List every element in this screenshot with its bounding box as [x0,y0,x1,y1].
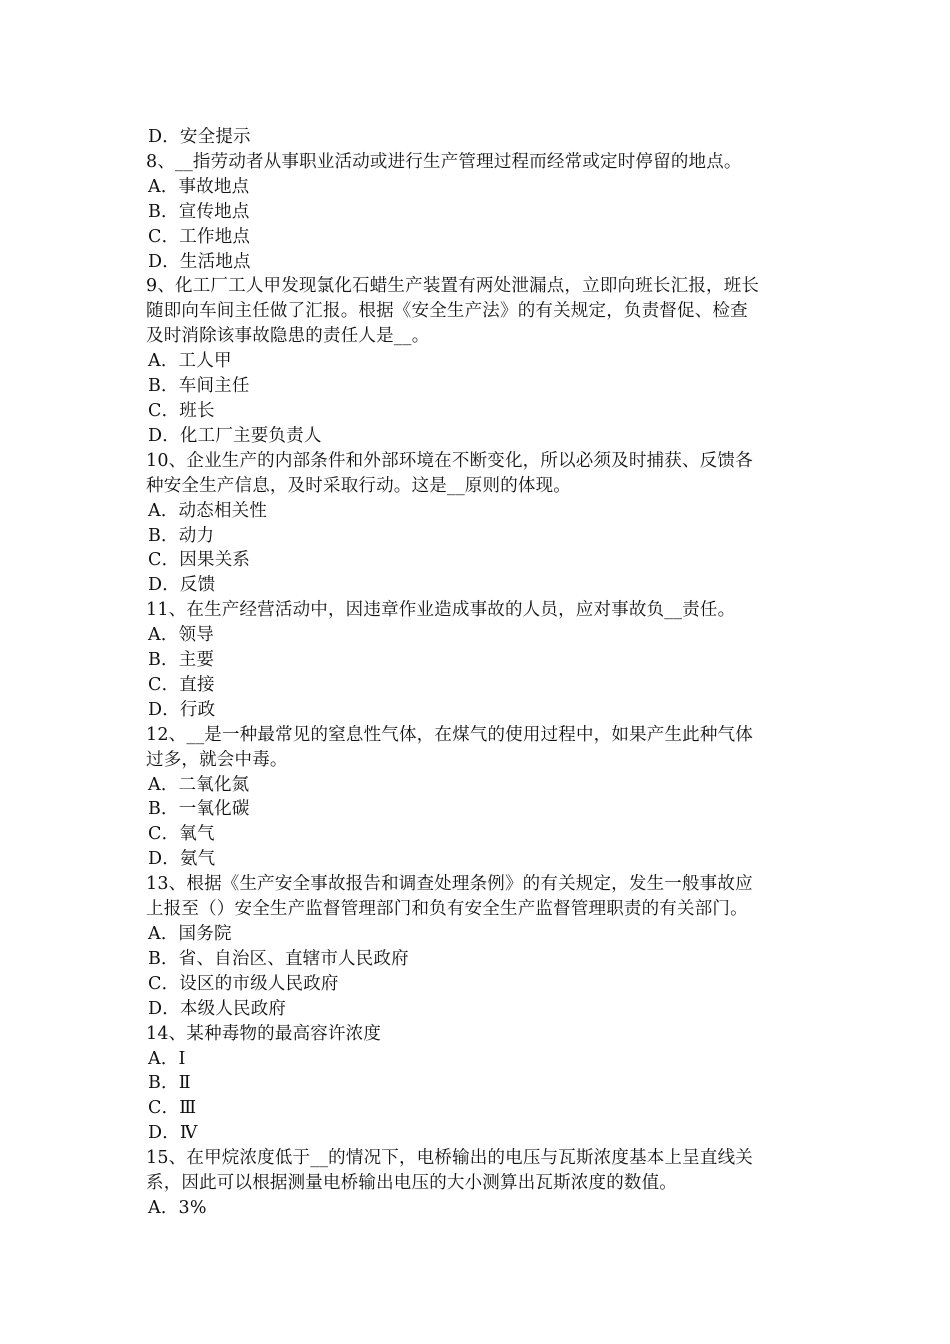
option-line: A．事故地点 [148,176,250,197]
option-line: B．Ⅱ [148,1073,191,1094]
option-line: C．设区的市级人民政府 [148,973,339,994]
question-line: 8、__指劳动者从事职业活动或进行生产管理过程而经常或定时停留的地点。 [146,151,742,172]
option-line: A．Ⅰ [148,1048,186,1069]
option-line: D．行政 [148,699,216,720]
question-line: 过多，就会中毒。 [146,749,288,770]
option-line: A．国务院 [148,924,232,944]
option-line: B．宣传地点 [148,201,250,222]
option-line: C．Ⅲ [148,1098,197,1119]
question-line: 种安全生产信息，及时采取行动。这是__原则的体现。 [146,475,571,496]
question-line: 10、企业生产的内部条件和外部环境在不断变化，所以必须及时捕获、反馈各 [146,450,753,471]
option-line: D．Ⅳ [148,1123,198,1144]
question-line: 随即向车间主任做了汇报。根据《安全生产法》的有关规定，负责督促、检查 [146,301,748,322]
option-line: D．氨气 [148,849,216,870]
option-line: D．生活地点 [148,251,251,272]
option-line: C．氧气 [148,824,215,845]
question-line: 12、__是一种最常见的窒息性气体，在煤气的使用过程中，如果产生此种气体 [146,724,753,745]
option-line: D．本级人民政府 [148,998,287,1019]
option-line: B．主要 [148,650,215,671]
option-line: A．二氧化氮 [148,774,250,795]
option-line: D．反馈 [148,575,216,596]
question-line: 14、某种毒物的最高容许浓度 [146,1023,382,1044]
option-line: B．一氧化碳 [148,799,250,820]
option-line: A．领导 [148,625,214,646]
option-line: A．3% [148,1197,207,1218]
option-line: A．动态相关性 [148,500,268,521]
document-page [146,125,810,1221]
option-line: A．工人甲 [148,351,232,372]
option-line: C．因果关系 [148,550,251,571]
option-line: C．工作地点 [148,226,251,247]
option-line: B．车间主任 [148,376,250,397]
question-line: 9、化工厂工人甲发现氯化石蜡生产装置有两处泄漏点，立即向班长汇报，班长 [146,276,760,297]
question-line: 及时消除该事故隐患的责任人是__。 [146,326,430,347]
question-line: 系，因此可以根据测量电桥输出电压的大小测算出瓦斯浓度的数值。 [146,1173,677,1194]
question-line: 13、根据《生产安全事故报告和调查处理条例》的有关规定，发生一般事故应 [146,874,753,895]
option-line: D．化工厂主要负责人 [148,425,322,446]
option-line: B．动力 [148,525,215,546]
question-line: 上报至（）安全生产监督管理部门和负有安全生产监督管理职责的有关部门。 [146,899,748,920]
option-line: C．班长 [148,400,215,421]
question-line: 11、在生产经营活动中，因违章作业造成事故的人员，应对事故负__责任。 [146,600,736,621]
option-line: B．省、自治区、直辖市人民政府 [148,948,409,969]
option-line: D．安全提示 [148,127,251,147]
question-line: 15、在甲烷浓度低于__的情况下，电桥输出的电压与瓦斯浓度基本上呈直线关 [146,1148,753,1169]
option-line: C．直接 [148,674,215,695]
